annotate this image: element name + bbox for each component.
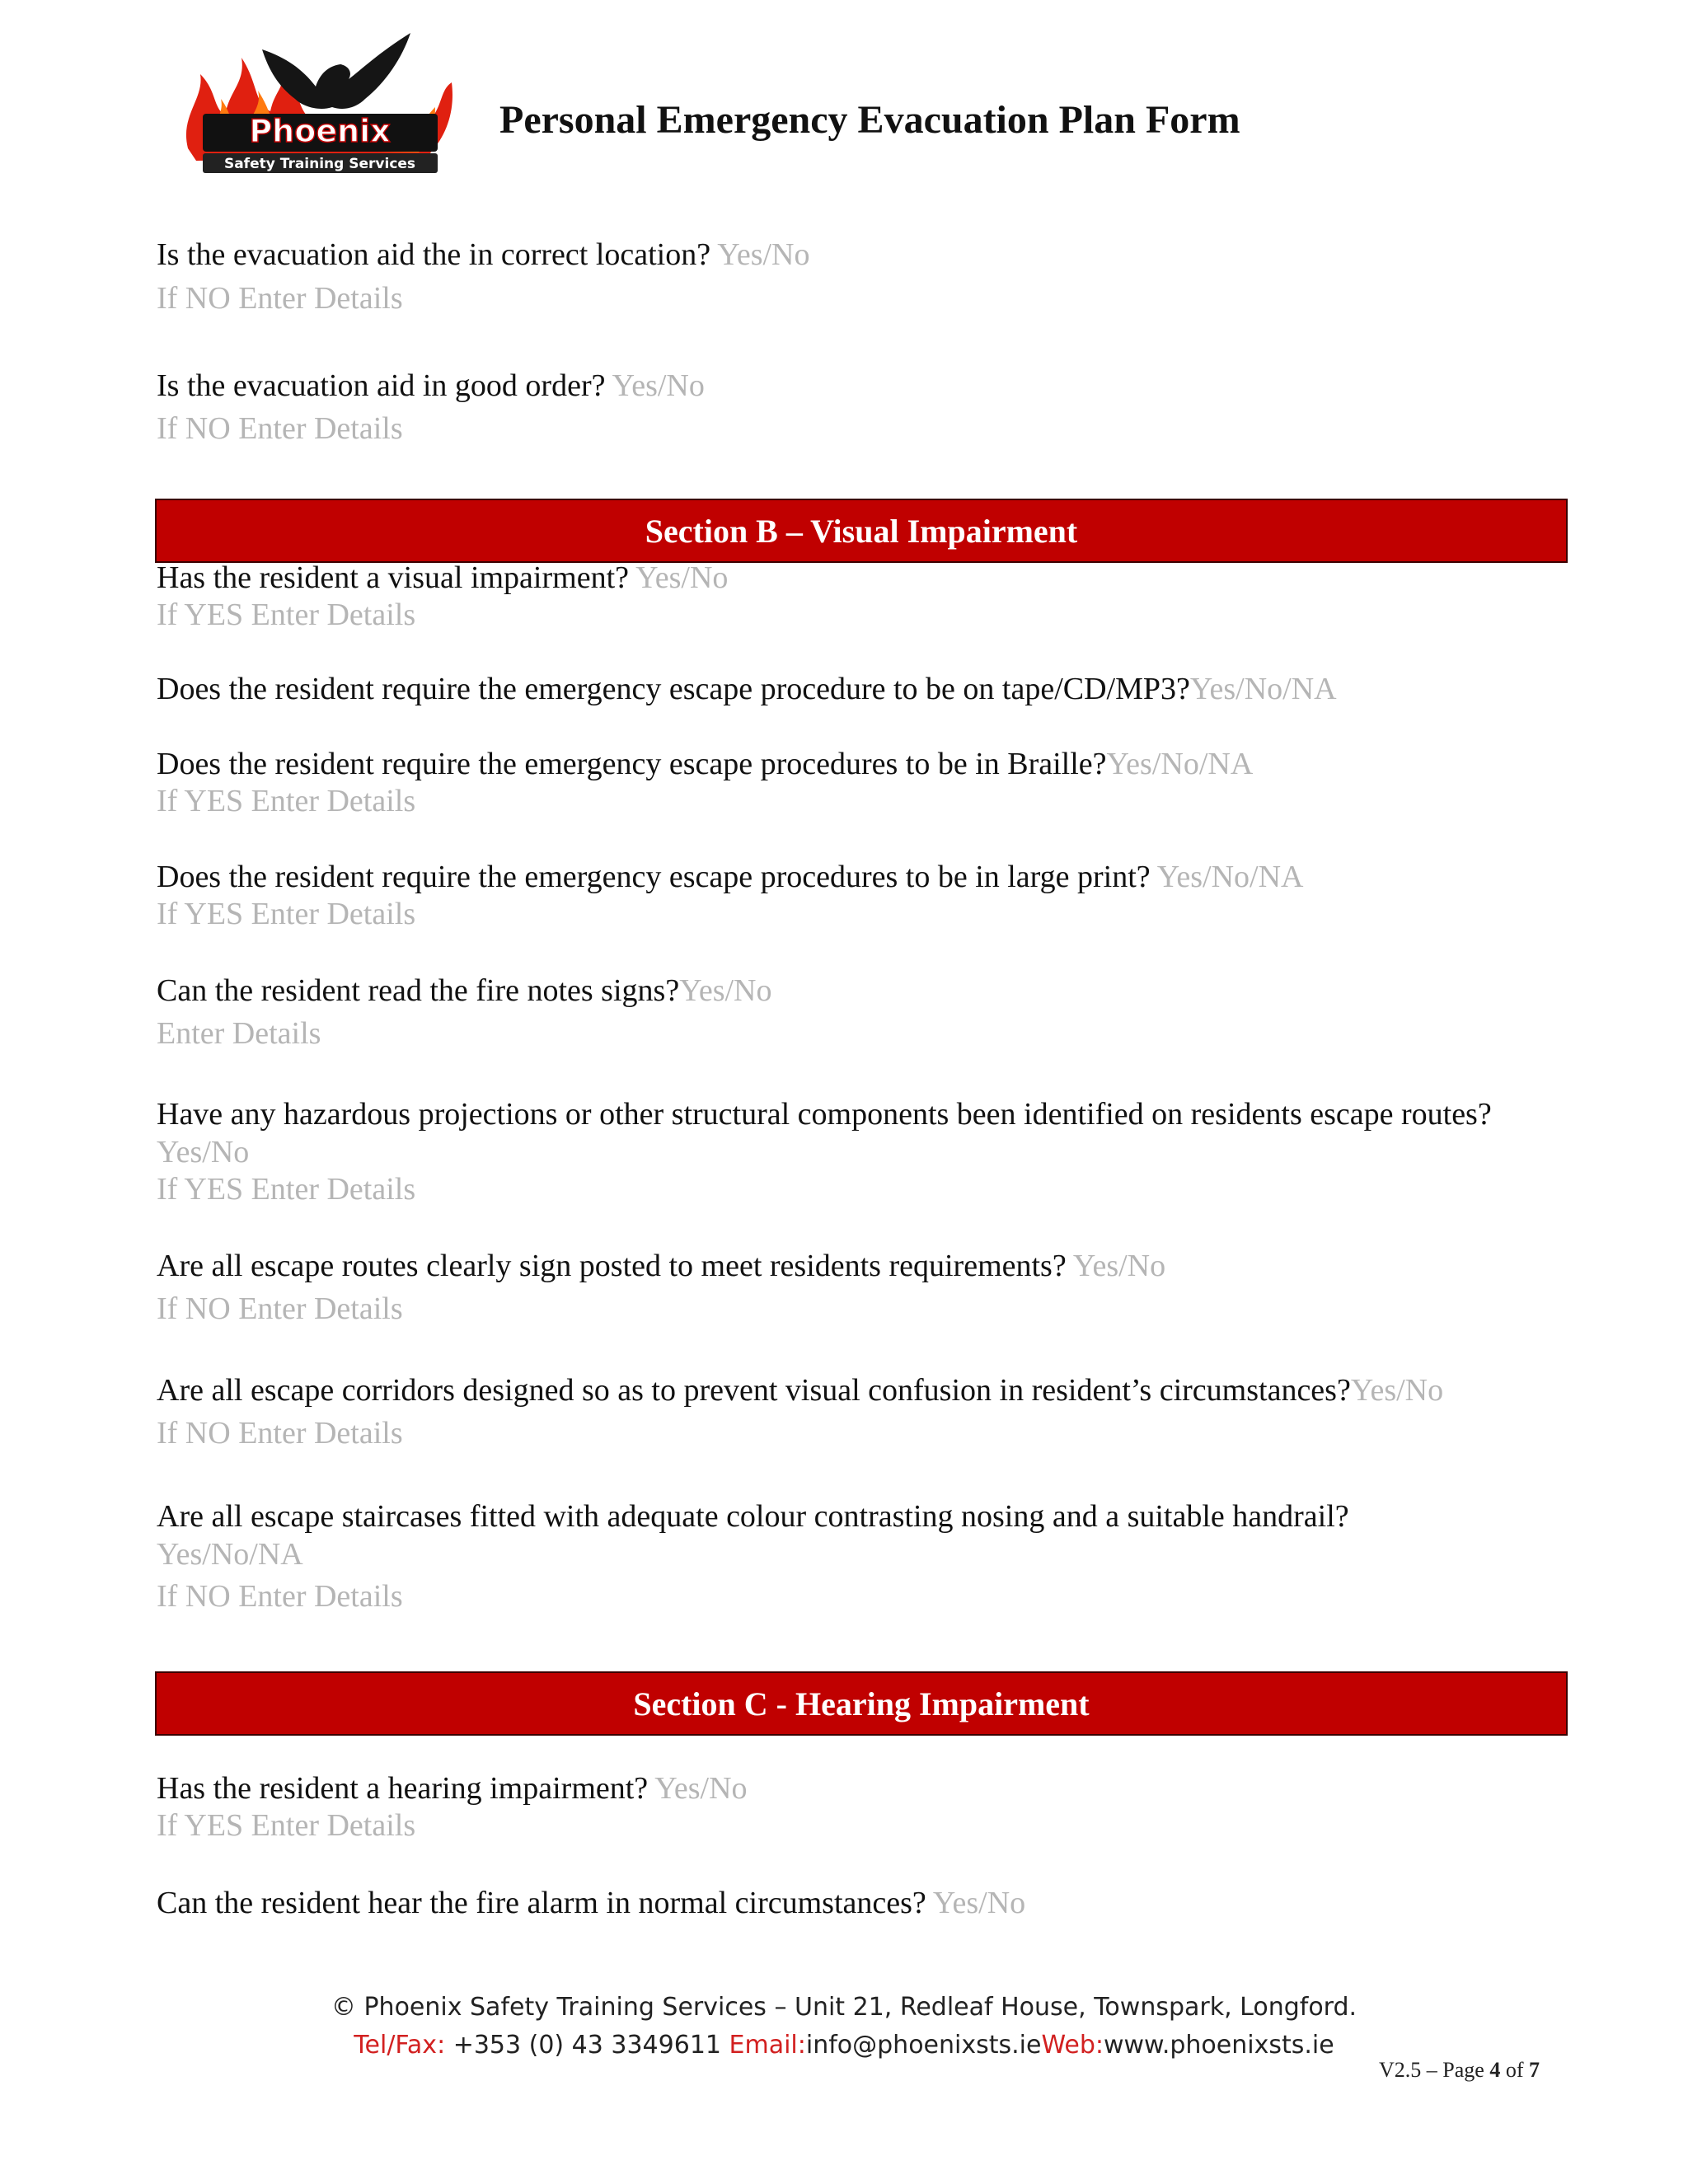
footer-contact [0, 2031, 1688, 2060]
question-visual-confusion [157, 1371, 1574, 1409]
question-text: Has the resident a hearing impairment? [157, 1771, 649, 1806]
yes-no-field[interactable]: Yes/No [717, 237, 810, 272]
of-text: of [1500, 2058, 1529, 2082]
yes-no-field[interactable]: Yes/No [157, 1135, 250, 1169]
question-sign-posted [157, 1247, 1574, 1285]
details-field[interactable]: Enter Details [157, 1016, 321, 1051]
yes-no-field[interactable]: Yes/No [932, 1886, 1026, 1920]
question-text: Does the resident require the emergency escape procedures to be in Braille? [157, 747, 1107, 781]
question-large-print [157, 858, 1574, 896]
details-field[interactable]: If YES Enter Details [157, 1808, 416, 1843]
details-field[interactable]: If YES Enter Details [157, 897, 416, 931]
details-field[interactable]: If NO Enter Details [157, 1579, 403, 1614]
total-pages: 7 [1529, 2058, 1540, 2082]
question-aid-location [157, 236, 1574, 274]
version-text: V2.5 – Page [1379, 2058, 1490, 2082]
current-page: 4 [1489, 2058, 1501, 2082]
question-text: Has the resident a visual impairment? [157, 560, 629, 595]
logo-subtext: Safety Training Services [223, 156, 416, 172]
yes-no-field[interactable]: Yes/No [679, 973, 772, 1008]
details-field[interactable]: If YES Enter Details [157, 1172, 416, 1207]
question-tape-cd [157, 670, 1574, 708]
details-field[interactable]: If NO Enter Details [157, 1291, 403, 1326]
web-label: Web: [1041, 2031, 1104, 2060]
question-text: Have any hazardous projections or other structural components been identified on residents escape routes? [157, 1097, 1492, 1132]
question-text: Are all escape routes clearly sign posted to meet residents requirements? [157, 1249, 1067, 1283]
yes-no-field[interactable]: Yes/No [612, 368, 705, 403]
yes-no-field[interactable]: Yes/No [654, 1771, 748, 1806]
footer-address: © Phoenix Safety Training Services – Unit 21, Redleaf House, Townspark, Longford. [331, 1993, 1357, 2022]
question-text: Can the resident read the fire notes signs? [157, 973, 680, 1008]
question-braille [157, 745, 1574, 783]
yes-no-field[interactable]: Yes/No [635, 560, 729, 595]
question-aid-order [157, 367, 1574, 405]
question-read-signs [157, 972, 1574, 1010]
yes-no-na-field[interactable]: Yes/No/NA [157, 1537, 303, 1572]
details-field[interactable]: If YES Enter Details [157, 784, 416, 818]
page-number [1379, 2058, 1540, 2083]
question-text: Does the resident require the emergency escape procedures to be in large print? [157, 860, 1151, 894]
question-text: Can the resident hear the fire alarm in normal circumstances? [157, 1886, 926, 1920]
details-field[interactable]: If NO Enter Details [157, 281, 403, 316]
question-hear-alarm [157, 1884, 1574, 1922]
yes-no-na-field[interactable]: Yes/No/NA [1189, 672, 1337, 706]
question-text: Are all escape staircases fitted with adequate colour contrasting nosing and a suitable handrail? [157, 1499, 1349, 1534]
details-field[interactable]: If YES Enter Details [157, 598, 416, 632]
yes-no-field[interactable]: Yes/No [1350, 1373, 1444, 1408]
tel-value: +353 (0) 43 3349611 [445, 2031, 729, 2060]
yes-no-field[interactable]: Yes/No [1072, 1249, 1166, 1283]
question-text: Are all escape corridors designed so as to prevent visual confusion in resident’s circumstances? [157, 1373, 1351, 1408]
details-field[interactable]: If NO Enter Details [157, 411, 403, 446]
question-text: Does the resident require the emergency escape procedure to be on tape/CD/MP3? [157, 672, 1190, 706]
tel-label: Tel/Fax: [354, 2031, 446, 2060]
question-staircase-nosing [157, 1497, 1393, 1573]
web-link[interactable]: www.phoenixsts.ie [1103, 2031, 1334, 2060]
yes-no-na-field[interactable]: Yes/No/NA [1156, 860, 1304, 894]
section-b-header: Section B – Visual Impairment [155, 499, 1568, 563]
details-field[interactable]: If NO Enter Details [157, 1416, 403, 1451]
form-title: Personal Emergency Evacuation Plan Form [499, 98, 1240, 142]
logo-text: Phoenix [249, 113, 391, 149]
section-c-header: Section C - Hearing Impairment [155, 1671, 1568, 1736]
question-text: Is the evacuation aid the in correct location? [157, 237, 711, 272]
yes-no-na-field[interactable]: Yes/No/NA [1106, 747, 1254, 781]
phoenix-logo [180, 25, 460, 181]
question-visual-impairment [157, 559, 1574, 597]
email-link[interactable]: info@phoenixsts.ie [805, 2031, 1042, 2060]
question-hearing-impairment [157, 1769, 1574, 1807]
question-text: Is the evacuation aid in good order? [157, 368, 606, 403]
question-hazardous-projections [157, 1095, 1574, 1171]
email-label: Email: [729, 2031, 806, 2060]
